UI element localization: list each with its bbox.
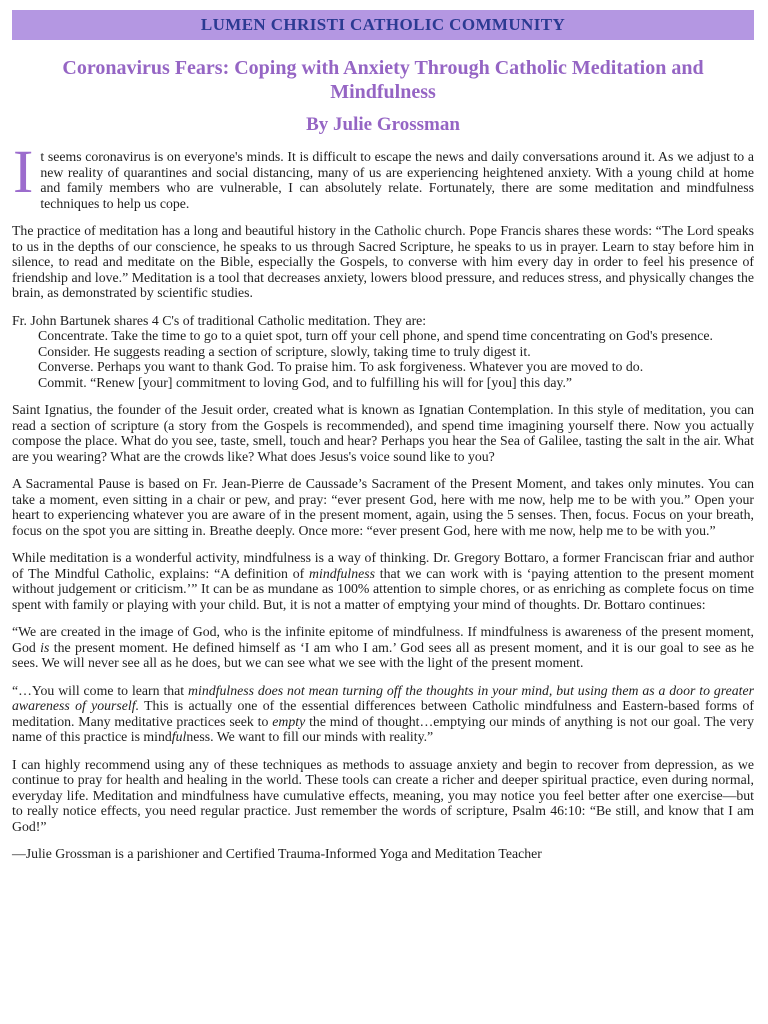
italic-text: mindfulness does not mean turning off the thoughts in your mind, but using them as a door to greater awareness of yourself. — [12, 682, 754, 713]
drop-cap: I — [13, 139, 34, 206]
article-title: Coronavirus Fears: Coping with Anxiety Through Catholic Meditation and Mindfulness — [62, 57, 704, 103]
list-item — [12, 359, 754, 375]
list-item — [12, 375, 754, 391]
text-run: Converse. Perhaps you want to thank God. To praise him. To ask forgiveness. Whatever you are moved to do. — [38, 359, 644, 374]
community-banner — [12, 10, 754, 40]
text-run: While meditation is a wonderful activity, mindfulness is a way of thinking. Dr. Gregory Bottaro, a former Franciscan friar and author of The Mindful Catholic, explains: “A definition of — [12, 550, 754, 581]
text-run: Saint Ignatius, the founder of the Jesuit order, created what is known as Ignatian Contemplation. In this style of meditation, you can read a section of scripture (a story from the Gospels is recommended), and spend time imagining yourself there. Now you actually compose the place. What do you see, taste, smell, touch and hear? Perhaps you hear the Sea of Galilee, tasting the salt in the air. What are you wearing? What are the crowds like? What does Jesus's voice sound like to you? — [12, 402, 754, 464]
paragraph — [12, 683, 754, 745]
paragraph — [12, 223, 754, 301]
signature-line — [12, 846, 754, 862]
text-run: Consider. He suggests reading a section of scripture, slowly, taking time to truly digest it. — [38, 343, 531, 359]
community-name: LUMEN CHRISTI CATHOLIC COMMUNITY — [200, 15, 566, 34]
paragraph — [12, 550, 754, 612]
list-lead: Fr. John Bartunek shares 4 C's of traditional Catholic meditation. They are: — [12, 312, 427, 328]
text-run: —Julie Grossman is a parishioner and Certified Trauma-Informed Yoga and Meditation Teacher — [12, 846, 542, 861]
text-run: Concentrate. Take the time to go to a quiet spot, turn off your cell phone, and spend time concentrating on God's presence. — [38, 328, 713, 343]
paragraph — [12, 757, 754, 835]
text-run: the mind of thought…emptying our minds of anything is not our goal. The very name of this practice is mind — [12, 713, 754, 744]
paragraph — [12, 139, 754, 211]
text-run: “We are created in the image of God, who is the infinite epitome of mindfulness. If mindfulness is awareness of the present moment, God — [12, 624, 754, 655]
text-run: t seems coronavirus is on everyone's minds. It is difficult to escape the news and daily conversations around it. As we adjust to a new reality of quarantines and social distancing, many of us are experiencing heightened anxiety. With a young child at home and family members who are vulnerable, I can absolutely relate. Fortunately, there are some meditation and mindfulness techniques to help us cope. — [40, 149, 754, 211]
text-run: This is actually one of the essential differences between Catholic mindfulness and Eastern-based forms of meditation. Many meditative practices seek to — [12, 698, 754, 729]
article-byline: By Julie Grossman — [306, 114, 460, 135]
italic-text: mindfulness — [309, 565, 375, 581]
paragraph — [12, 402, 754, 464]
paragraph — [12, 624, 754, 671]
text-run: the present moment. He defined himself as ‘I am who I am.’ God sees all as present moment, and it is our goal to see as he sees. We will never see all as he does, but we can see what we see with the light of the present moment. — [12, 639, 755, 670]
article-body — [12, 139, 755, 862]
paragraph — [12, 476, 754, 538]
list-item — [12, 328, 754, 344]
text-run: that we can work with is ‘paying attention to the present moment without judgement or criticism.’” It can be as mundane as 100% attention to simple chores, or as enriching as complete focus on time spent with family or playing with your child. But, it is not a matter of emptying your mind of thoughts. Dr. Bottaro continues: — [12, 565, 755, 612]
text-run: The practice of meditation has a long and beautiful history in the Catholic church. Pope Francis shares these words: “The Lord speaks to us in the depths of our conscience, he speaks to us through Sacred Scripture, he speaks to us in prayer. Learn to stay before him in silence, to read and meditate on the Bible, especially the Gospels, to converse with him every day in order to feel his presence of friendship and love.” Meditation is a tool that decreases anxiety, lowers blood pressure, and reduces stress, and physically changes the brain, as demonstrated by scientific studies. — [12, 223, 754, 300]
text-run: I can highly recommend using any of these techniques as methods to assuage anxiety and begin to recover from depression, as we continue to pray for health and healing in the world. These tools can create a richer and deeper spiritual practice, even during normal, everyday life. Meditation and mindfulness have cumulative effects, meaning, you may notice you feel better after one exercise—but to really notice effects, you need regular practice. Just remember the words of scripture, Psalm 46:10: “Be still, and know that I am God!” — [12, 756, 754, 834]
text-run: “…You will come to learn that — [12, 682, 189, 698]
list-item — [12, 344, 754, 360]
italic-text: is — [40, 639, 50, 655]
italic-text: ful — [171, 729, 187, 744]
four-cs-list — [12, 313, 754, 391]
text-run: ness. We want to fill our minds with reality.” — [186, 729, 434, 744]
text-run: Commit. “Renew [your] commitment to loving God, and to fulfilling his will for [you] this day.” — [38, 374, 573, 390]
text-run: A Sacramental Pause is based on Fr. Jean-Pierre de Caussade’s Sacrament of the Present Moment, and takes only minutes. You can take a moment, even sitting in a chair or pew, and pray: “ever present God, here with me now, help me to be with you.” Open your heart to experiencing whatever you are aware of in the present moment, again, using the 5 senses. Then, focus. Focus on your breath, focus on the spot you are sitting in. Breathe deeply. Once more: “ever present God, here with me now, help me to be with you.” — [12, 476, 754, 538]
italic-text: empty — [272, 713, 306, 729]
